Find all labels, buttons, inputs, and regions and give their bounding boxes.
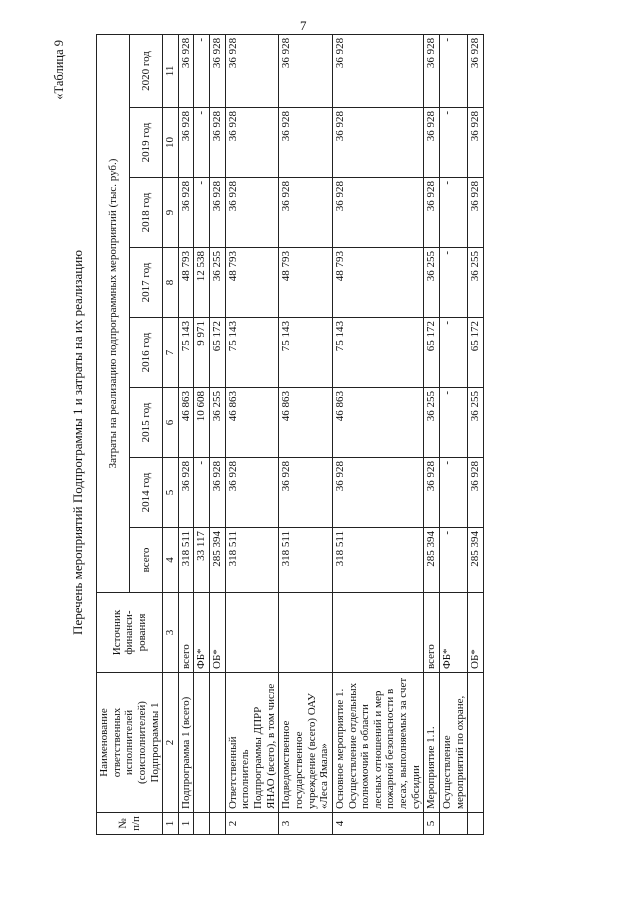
row-value: 36 255 (424, 248, 440, 318)
row-value: 285 394 (468, 528, 484, 593)
row-value: 36 928 (178, 108, 194, 178)
row-value: 36 928 (468, 178, 484, 248)
row-value: - (440, 178, 468, 248)
header-year: 2020 год (130, 34, 163, 107)
row-source: ОБ* (468, 593, 484, 673)
row-value: - (440, 34, 468, 107)
row-value: 36 928 (424, 108, 440, 178)
column-index: 3 (163, 593, 179, 673)
row-value: - (440, 528, 468, 593)
row-value: 36 928 (210, 458, 226, 528)
row-value: 65 172 (210, 318, 226, 388)
header-year: 2014 год (130, 458, 163, 528)
header-year: 2015 год (130, 388, 163, 458)
row-value: 36 255 (210, 388, 226, 458)
row-value: 36 928 (225, 178, 279, 248)
row-value: 36 928 (225, 34, 279, 107)
row-value: 46 863 (225, 388, 279, 458)
row-value: 36 255 (468, 248, 484, 318)
header-year: 2016 год (130, 318, 163, 388)
row-value: - (194, 458, 210, 528)
table-row (440, 34, 468, 834)
row-value: 36 928 (424, 34, 440, 107)
row-value: 75 143 (178, 318, 194, 388)
row-value: 36 928 (210, 108, 226, 178)
row-value: 36 928 (279, 108, 333, 178)
row-value: 36 928 (424, 458, 440, 528)
row-source (332, 593, 423, 673)
row-value: 36 928 (178, 458, 194, 528)
row-number (468, 813, 484, 835)
row-value: 36 928 (279, 34, 333, 107)
row-source: ФБ* (194, 593, 210, 673)
table-title: Перечень мероприятий Подпрограммы 1 и затраты на их реализацию (70, 250, 85, 635)
row-number: 3 (279, 813, 333, 835)
row-value: 46 863 (332, 388, 423, 458)
row-value: 36 928 (178, 178, 194, 248)
row-value: - (440, 388, 468, 458)
row-value: 65 172 (424, 318, 440, 388)
row-value: 36 255 (424, 388, 440, 458)
row-value: 65 172 (468, 318, 484, 388)
row-source: ОБ* (210, 593, 226, 673)
row-value: 36 928 (178, 34, 194, 107)
row-value: 75 143 (279, 318, 333, 388)
column-index: 1 (163, 813, 179, 835)
row-value: 9 971 (194, 318, 210, 388)
row-value: 36 928 (210, 178, 226, 248)
row-value: 36 255 (468, 388, 484, 458)
header-costs: Затраты на реализацию подпрограммных мероприятий (тыс. руб.) (97, 34, 130, 592)
column-index: 9 (163, 178, 179, 248)
row-value: 36 928 (279, 458, 333, 528)
rotated-page (50, 30, 610, 855)
row-number: 2 (225, 813, 279, 835)
row-number: 1 (178, 813, 194, 835)
row-value: 46 863 (279, 388, 333, 458)
row-name (468, 673, 484, 813)
row-value: 48 793 (332, 248, 423, 318)
row-value: 318 511 (279, 528, 333, 593)
row-name: Осуществление мероприятий по охране, (440, 673, 468, 813)
row-source (279, 593, 333, 673)
row-value: 12 538 (194, 248, 210, 318)
table-row (468, 34, 484, 834)
row-value: 46 863 (178, 388, 194, 458)
row-name (194, 673, 210, 813)
column-index: 10 (163, 108, 179, 178)
column-index: 7 (163, 318, 179, 388)
header-year: 2018 год (130, 178, 163, 248)
row-number (210, 813, 226, 835)
header-name: Наименование ответственных исполнителей (соисполнителей) Подпрограммы 1 (97, 673, 163, 813)
table-row (332, 34, 423, 834)
row-name: Мероприятие 1.1. (424, 673, 440, 813)
column-index: 4 (163, 528, 179, 593)
header-source: Источник финанси-рования (97, 593, 163, 673)
row-value: 285 394 (210, 528, 226, 593)
row-value: 318 511 (332, 528, 423, 593)
row-number: 4 (332, 813, 423, 835)
row-value: - (194, 108, 210, 178)
row-value: 36 928 (424, 178, 440, 248)
row-value: - (440, 318, 468, 388)
row-value: 36 928 (225, 108, 279, 178)
row-value: - (440, 248, 468, 318)
costs-table (96, 34, 484, 835)
row-value: - (194, 34, 210, 107)
row-value: 75 143 (225, 318, 279, 388)
header-year: 2017 год (130, 248, 163, 318)
column-index: 11 (163, 34, 179, 107)
row-name: Подпрограмма 1 (всего) (178, 673, 194, 813)
row-name: Основное мероприятие 1. Осуществление отдельных полномочий в области лесных отношений и мер пожарной безопасности в лесах, выполняемых за счет субсидии (332, 673, 423, 813)
header-no: № п/п (97, 813, 163, 835)
row-value: 36 928 (468, 458, 484, 528)
row-number (440, 813, 468, 835)
table-row (194, 34, 210, 834)
row-value: 36 928 (279, 178, 333, 248)
column-index: 2 (163, 673, 179, 813)
row-value: 36 928 (468, 34, 484, 107)
row-name (210, 673, 226, 813)
column-index: 5 (163, 458, 179, 528)
row-value: 36 255 (210, 248, 226, 318)
row-value: 48 793 (178, 248, 194, 318)
row-value: 36 928 (210, 34, 226, 107)
column-index: 6 (163, 388, 179, 458)
table-row (279, 34, 333, 834)
row-value: 318 511 (225, 528, 279, 593)
row-source: всего (424, 593, 440, 673)
row-value: 36 928 (225, 458, 279, 528)
column-index: 8 (163, 248, 179, 318)
row-number: 5 (424, 813, 440, 835)
row-value: 48 793 (225, 248, 279, 318)
row-value: 75 143 (332, 318, 423, 388)
table-row (225, 34, 279, 834)
row-value: - (194, 178, 210, 248)
row-value: 36 928 (468, 108, 484, 178)
row-value: 36 928 (332, 108, 423, 178)
row-value: 318 511 (178, 528, 194, 593)
table-row (178, 34, 194, 834)
row-value: 10 608 (194, 388, 210, 458)
row-source (225, 593, 279, 673)
row-name: Подведомственное государственное учреждение (всего) ОАУ «Леса Ямала» (279, 673, 333, 813)
header-total: всего (130, 528, 163, 593)
row-value: 36 928 (332, 34, 423, 107)
table-row (210, 34, 226, 834)
row-value: 48 793 (279, 248, 333, 318)
row-value: - (440, 458, 468, 528)
header-year: 2019 год (130, 108, 163, 178)
page-number: 7 (300, 18, 307, 33)
row-number (194, 813, 210, 835)
table-row (424, 34, 440, 834)
table-note: «Таблица 9 (52, 40, 66, 100)
row-value: 36 928 (332, 458, 423, 528)
row-value: 36 928 (332, 178, 423, 248)
row-value: 285 394 (424, 528, 440, 593)
row-value: - (440, 108, 468, 178)
row-name: Ответственный исполнитель Подпрограммы ДПРР ЯНАО (всего), в том числе (225, 673, 279, 813)
row-value: 33 117 (194, 528, 210, 593)
row-source: ФБ* (440, 593, 468, 673)
row-source: всего (178, 593, 194, 673)
